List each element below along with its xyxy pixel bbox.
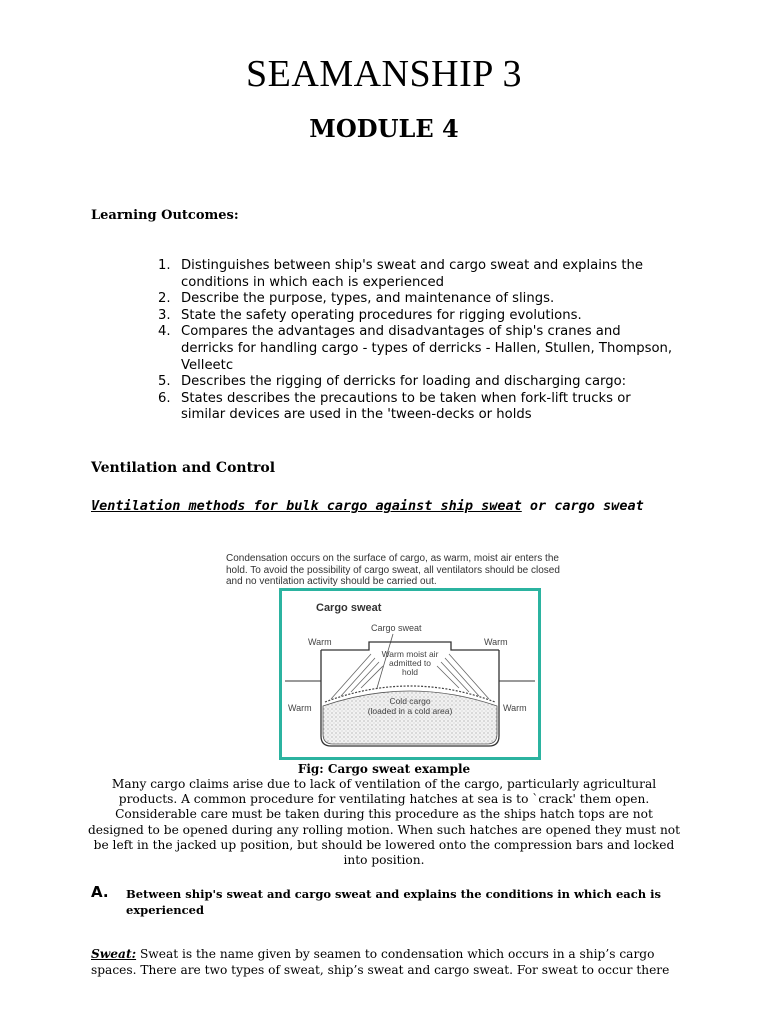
learning-outcomes-list — [153, 258, 673, 424]
list-item: 4. Compares the advantages and disadvantages of ship's cranes and derricks for handling cargo - types of derricks - Hallen, Stullen, Thompson, Velleetc — [158, 324, 673, 373]
list-item: 2. Describe the purpose, types, and maintenance of slings. — [158, 291, 555, 307]
section-a-letter: A. — [91, 883, 109, 901]
warm-label-left: Warm — [288, 703, 312, 713]
warm-air-label-line-2: admitted to — [388, 658, 432, 668]
sweat-term: Sweat: — [91, 947, 137, 961]
list-item: 6. States describes the precautions to be taken when fork-lift trucks or similar devices are used in the 'tween-decks or holds — [158, 390, 631, 423]
figure-description: Condensation occurs on the surface of cargo, as warm, moist air enters the hold. To avoid the possibility of cargo sweat, all ventilators should be closed and no ventilation activity should be carried out. — [226, 553, 560, 587]
list-item: 3. State the safety operating procedures for rigging evolutions. — [158, 307, 582, 323]
cargo-sweat-diagram — [279, 588, 541, 760]
section-a-heading: Between ship's sweat and cargo sweat and explains the conditions in which each is experienced — [126, 887, 661, 917]
list-item: 5. Describes the rigging of derricks for loading and discharging cargo: — [158, 374, 627, 390]
figure-heading: Cargo sweat — [316, 602, 382, 614]
ventilation-paragraph: Many cargo claims arise due to lack of ventilation of the cargo, particularly agricultural products. A common procedure for ventilating hatches at sea is to `crack' them open. Considerable care must be taken during this procedure as the ships hatch tops are not designed to be opened during any rolling motion. When such hatches are opened they must not be left in the jacked up position, but should be lowered onto the compression bars and locked into position. — [87, 777, 681, 868]
cold-cargo-label-line-1: Cold cargo — [389, 696, 431, 706]
cold-cargo-label-line-2: (loaded in a cold area) — [367, 706, 453, 716]
learning-outcomes-heading: Learning Outcomes: — [91, 208, 239, 223]
cargo-sweat-label: Cargo sweat — [371, 623, 422, 633]
warm-label-top-right: Warm — [484, 637, 508, 647]
warm-label-top-left: Warm — [308, 637, 332, 647]
figure-title: Fig: Cargo sweat example — [297, 762, 471, 776]
warm-label-right: Warm — [503, 703, 527, 713]
warm-air-label-line-3: hold — [401, 667, 419, 677]
document-title: SEAMANSHIP 3 — [246, 53, 522, 95]
list-item: 1. Distinguishes between ship's sweat and cargo sweat and explains the conditions in which each is experienced — [158, 258, 643, 290]
ventilation-subheading: Ventilation methods for bulk cargo against ship sweat or cargo sweat — [91, 498, 644, 514]
warm-air-label-line-1: Warm moist air — [381, 649, 439, 659]
ventilation-heading: Ventilation and Control — [91, 460, 276, 476]
module-heading: MODULE 4 — [309, 114, 459, 143]
sweat-paragraph: Sweat: Sweat is the name given by seamen to condensation which occurs in a ship’s cargo spaces. There are two types of sweat, ship’s sweat and cargo sweat. For sweat to occur there — [91, 947, 670, 977]
